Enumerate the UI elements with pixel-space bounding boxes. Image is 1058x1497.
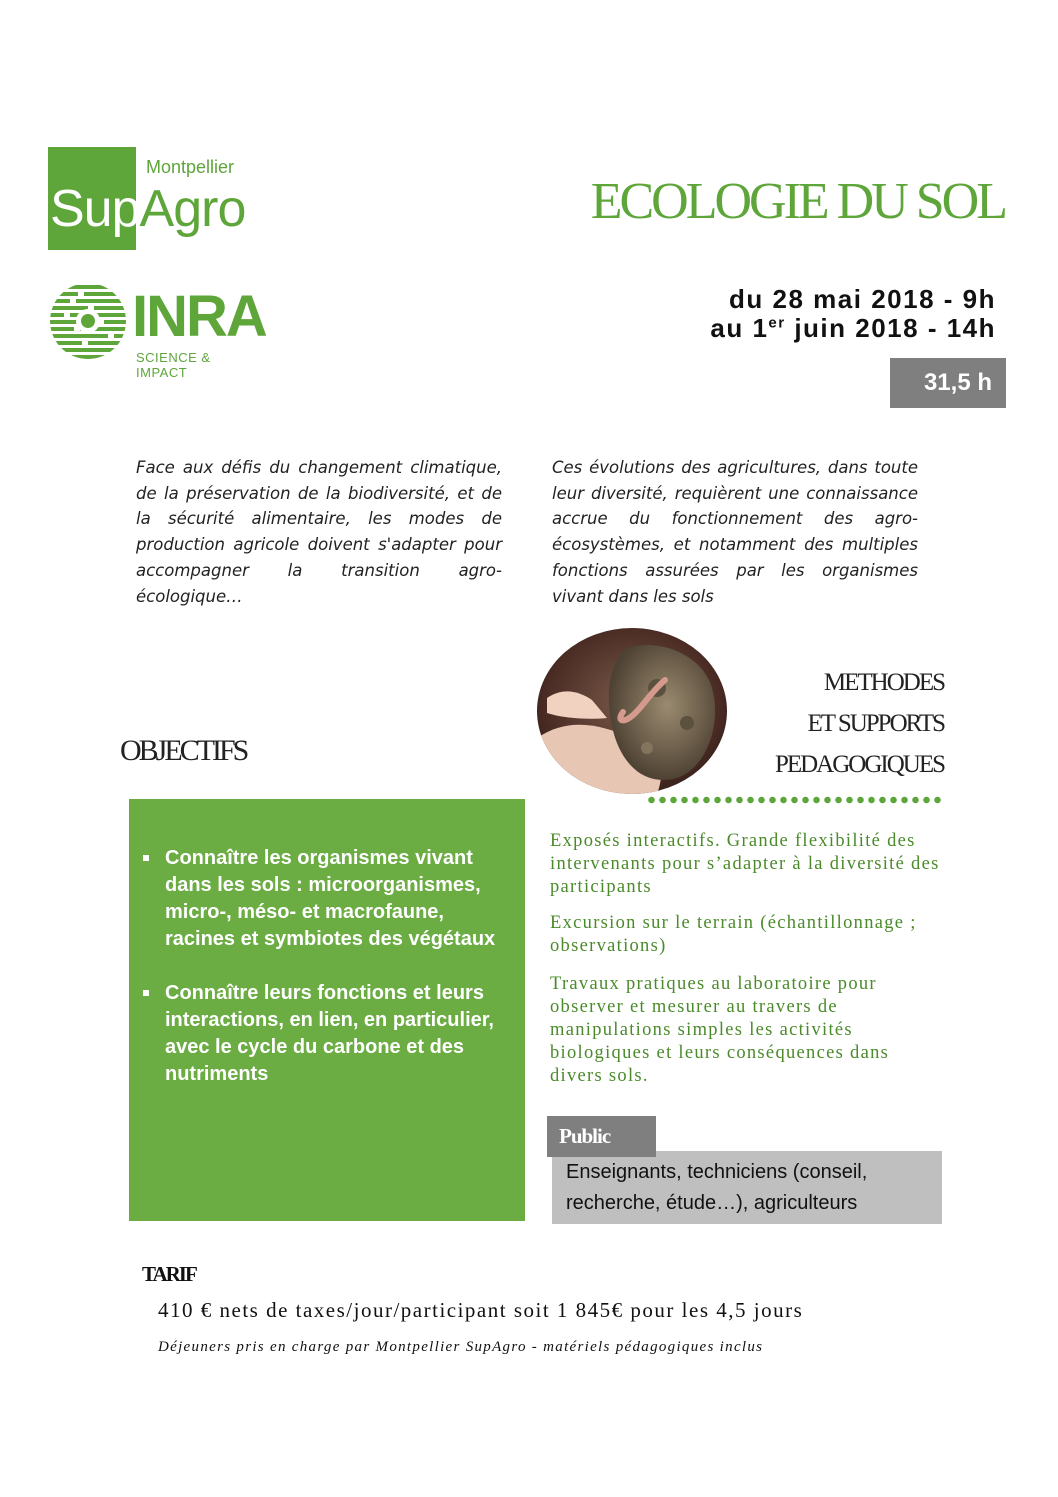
tarif-note: Déjeuners pris en charge par Montpellier SupAgro - matériels pédagogiques inclus bbox=[158, 1339, 764, 1355]
supagro-word-sup: Sup bbox=[50, 180, 140, 238]
date-end-prefix: au 1 bbox=[710, 313, 769, 343]
inra-tagline: SCIENCE & IMPACT bbox=[136, 350, 211, 380]
inra-logo bbox=[48, 282, 266, 380]
square-bullet-icon bbox=[143, 855, 149, 861]
tarif-price: 410 € nets de taxes/jour/participant soit 1 845€ pour les 4,5 jours bbox=[158, 1298, 804, 1322]
objectif-text: Connaître les organismes vivant dans les sols : microorganismes, micro-, méso- et macrofaune, racines et symbiotes des végétaux bbox=[165, 847, 496, 950]
duration-badge: 31,5 h bbox=[890, 358, 1006, 408]
methods-title-line2: ET SUPPORTS bbox=[807, 710, 944, 737]
intro-left-paragraph: Face aux défis du changement climatique, de la préservation de la biodiversité, et de la sécurité alimentaire, les modes de production agricole doivent s'adapter pour accompagner la transition agro-écologique… bbox=[136, 458, 502, 606]
inra-wordmark: INRA bbox=[132, 284, 266, 349]
supagro-logo bbox=[48, 147, 248, 253]
supagro-wordmark bbox=[50, 180, 246, 238]
date-end-suffix: juin 2018 - 14h bbox=[785, 313, 996, 343]
methods-title-line1: METHODES bbox=[823, 669, 944, 696]
public-box bbox=[552, 1151, 942, 1224]
method-item: Excursion sur le terrain (échantillonnage ; observations) bbox=[550, 913, 917, 956]
method-item: Travaux pratiques au laboratoire pour observer et mesurer au travers de manipulations simples les activités biologiques et leurs conséquences dans divers sols. bbox=[550, 974, 890, 1086]
objectif-item bbox=[143, 980, 513, 1088]
objectif-text: Connaître leurs fonctions et leurs interactions, en lien, en particulier, avec le cycle du carbone et des nutriments bbox=[165, 982, 494, 1085]
course-dates bbox=[560, 285, 996, 343]
date-end bbox=[560, 314, 996, 343]
methods-title-line3: PEDAGOGIQUES bbox=[774, 751, 944, 778]
intro-right-paragraph: Ces évolutions des agricultures, dans toute leur diversité, requièrent une connaissance accrue du fonctionnement des agro-écosystèmes, et notamment des multiples fonctions assurées par les organismes vivant dans les sols bbox=[552, 458, 918, 606]
soil-photo-illustration bbox=[537, 628, 727, 794]
date-start: du 28 mai 2018 - 9h bbox=[729, 284, 996, 314]
date-end-ordinal: er bbox=[768, 314, 786, 332]
methods-title bbox=[700, 662, 944, 785]
inra-globe-icon bbox=[48, 282, 130, 362]
objectifs-box bbox=[129, 799, 525, 1221]
public-text: Enseignants, techniciens (conseil, recherche, étude…), agriculteurs bbox=[566, 1161, 868, 1214]
soil-worm-photo bbox=[537, 628, 727, 794]
supagro-word-agro: Agro bbox=[139, 180, 246, 238]
tarif-title: TARIF bbox=[142, 1262, 196, 1286]
dotted-divider bbox=[646, 796, 944, 804]
supagro-city: Montpellier bbox=[146, 157, 235, 177]
objectifs-title: OBJECTIFS bbox=[120, 734, 247, 767]
method-item: Exposés interactifs. Grande flexibilité des intervenants pour s’adapter à la diversité des participants bbox=[550, 831, 940, 897]
public-label: Public bbox=[547, 1116, 656, 1157]
objectif-item bbox=[143, 845, 513, 953]
page-title: ECOLOGIE DU SOL bbox=[590, 173, 1005, 230]
square-bullet-icon bbox=[143, 990, 149, 996]
objectifs-list bbox=[143, 845, 513, 1115]
